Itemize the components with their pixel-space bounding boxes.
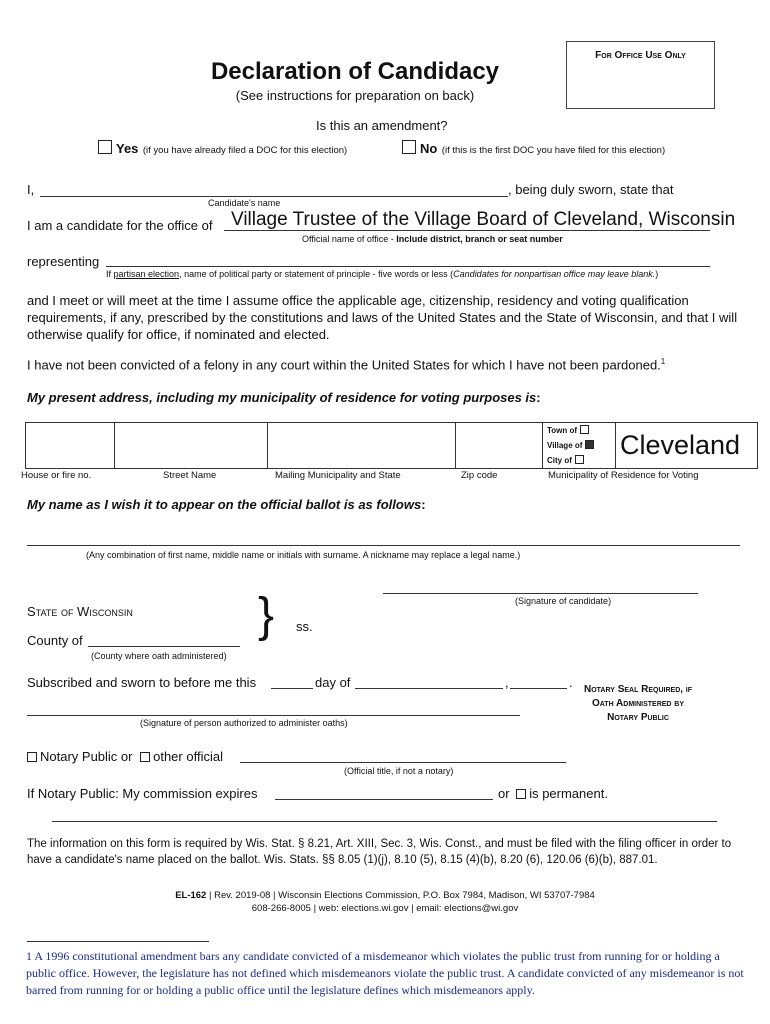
sworn-day-field[interactable] <box>271 688 313 689</box>
town-label: Town of <box>547 426 578 435</box>
form-id: EL-162 <box>175 890 207 901</box>
notary-public-checkbox[interactable] <box>27 752 37 762</box>
amendment-no-option[interactable] <box>402 140 665 158</box>
authorized-caption: (Signature of person authorized to administer oaths) <box>140 718 348 728</box>
amendment-yes-option[interactable] <box>98 140 347 158</box>
office-caption <box>302 234 563 244</box>
ballot-heading <box>27 497 426 512</box>
city-checkbox[interactable] <box>575 455 584 464</box>
signature-caption: (Signature of candidate) <box>515 596 612 606</box>
office-caption-b: Include district, branch or seat number <box>396 234 563 244</box>
subscribed-text-a: Subscribed and sworn to before me this <box>27 675 257 690</box>
residence-label: Municipality of Residence for Voting <box>548 470 699 481</box>
commission-expires-field[interactable] <box>275 799 493 800</box>
section-divider <box>52 821 717 822</box>
county-prefix: County of <box>27 633 83 648</box>
rep-caption-italic: Candidates for nonpartisan office may leave blank. <box>453 269 656 279</box>
contact-info: 608-266-8005 | web: elections.wi.gov | email: elections@wi.gov <box>251 903 519 914</box>
yes-label: Yes <box>116 141 139 156</box>
footnote-text: A 1996 constitutional amendment bars any candidate convicted of a misdemeanor which violates the public trust from running for or holding a public office. However, the legislature has not defined which misdemeanors violate the public trust. A candidate convicted of any misdemeanor is not barred from running for or holding a public office until the legislature defines which misdemeanors apply. <box>26 949 744 997</box>
zip-code-cell[interactable] <box>456 423 543 469</box>
office-value[interactable]: Village Trustee of the Village Board of Cleveland, Wisconsin <box>231 209 736 230</box>
candidate-name-field[interactable] <box>40 196 508 197</box>
rep-caption-b: , name of political party or statement of principle - five words or less ( <box>179 269 454 279</box>
legal-info: The information on this form is required by Wis. Stat. § 8.21, Art. XIII, Sec. 3, Wis. Const., and must be filed with the filing officer in order to have a candidate's name placed on the ballot. Wis. Stats. §§ 8.05 (1)(j), 8.10 (5), 8.15 (4)(b), 8.20 (6), 120.06 (6)(b), 887.01. <box>27 838 732 866</box>
village-checkbox[interactable] <box>585 440 594 449</box>
sworn-year-field[interactable] <box>510 688 567 689</box>
no-label: No <box>420 141 438 156</box>
address-heading-text: My present address, including my municipality of residence for voting purposes is <box>27 390 537 405</box>
permanent-checkbox[interactable] <box>516 789 526 799</box>
form-meta <box>0 890 770 901</box>
qualification-paragraph: and I meet or will meet at the time I assume office the applicable age, citizenship, residency and voting qualification requirements, if any, prescribed by the constitutions and laws of the United States and the State of Wisconsin, and that I will otherwise qualify for office, if nominated and elected. <box>27 293 738 342</box>
footnote-ref: 1 <box>660 357 666 366</box>
ballot-caption: (Any combination of first name, middle name or initials with surname. A nickname may replace a legal name.) <box>86 550 521 560</box>
footnote-mark: 1 <box>26 949 32 963</box>
commission-prefix: If Notary Public: My commission expires <box>27 786 258 801</box>
town-option[interactable] <box>547 423 615 438</box>
sworn-suffix: , being duly sworn, state that <box>508 182 674 197</box>
county-caption: (County where oath administered) <box>91 651 227 661</box>
village-option[interactable] <box>547 438 615 453</box>
felony-text: I have not been convicted of a felony in any court within the United States for which I have not been pardoned. <box>27 357 661 373</box>
candidate-signature-field[interactable] <box>383 593 698 594</box>
village-label: Village of <box>547 441 583 450</box>
i-prefix: I, <box>27 182 35 197</box>
sworn-month-field[interactable] <box>355 688 503 689</box>
form-title: Declaration of Candidacy <box>210 58 500 85</box>
address-heading-colon: : <box>536 390 541 405</box>
official-type-row <box>27 749 223 764</box>
form-meta-text: | Rev. 2019-08 | Wisconsin Elections Commission, P.O. Box 7984, Madison, WI 53707-7984 <box>206 890 595 901</box>
subscribed-text-b: day of <box>315 675 351 690</box>
street-name-cell[interactable] <box>115 423 268 469</box>
house-label: House or fire no. <box>21 470 92 481</box>
office-use-label: For Office Use Only <box>595 50 686 61</box>
office-prefix: I am a candidate for the office of <box>27 218 213 233</box>
house-number-cell[interactable] <box>26 423 115 469</box>
other-official-checkbox[interactable] <box>140 752 150 762</box>
city-label: City of <box>547 456 572 465</box>
form-subtitle: (See instructions for preparation on back) <box>235 88 475 103</box>
permanent-option <box>498 786 608 801</box>
partisan-election-link[interactable]: partisan election <box>113 269 180 279</box>
or-label: or <box>498 786 510 801</box>
candidate-name-caption: Candidate's name <box>208 198 281 208</box>
address-table <box>25 422 758 469</box>
subscribed-text-c: , <box>505 675 509 690</box>
representing-label: representing <box>27 254 100 269</box>
other-official-label: other official <box>153 749 223 764</box>
residence-municipality-cell[interactable] <box>616 423 758 469</box>
representing-caption <box>106 269 658 279</box>
municipality-value: Cleveland <box>620 430 741 460</box>
office-caption-a: Official name of office - <box>302 234 397 244</box>
address-heading <box>27 390 541 405</box>
yes-note: (if you have already filed a DOC for this election) <box>142 145 348 156</box>
city-option[interactable] <box>547 453 615 468</box>
yes-checkbox[interactable] <box>98 140 112 154</box>
felony-statement <box>27 357 665 372</box>
official-title-caption: (Official title, if not a notary) <box>344 766 454 776</box>
municipality-type-cell <box>543 423 616 469</box>
rep-caption-a: If <box>106 269 114 279</box>
amendment-question: Is this an amendment? <box>316 118 448 133</box>
no-note: (if this is the first DOC you have filed for this election) <box>441 145 666 156</box>
zip-label: Zip code <box>461 470 498 481</box>
mailing-municipality-cell[interactable] <box>268 423 456 469</box>
notary-public-label: Notary Public or <box>40 749 133 764</box>
notary-seal-note: Notary Seal Required, if Oath Administered by Notary Public <box>583 684 693 723</box>
no-checkbox[interactable] <box>402 140 416 154</box>
permanent-label: is permanent. <box>529 786 608 801</box>
ballot-name-field[interactable] <box>27 545 740 546</box>
oath-brace: } <box>258 589 275 642</box>
representing-field[interactable] <box>106 266 710 267</box>
street-label: Street Name <box>163 470 217 481</box>
ballot-heading-text: My name as I wish it to appear on the official ballot is as follows <box>27 497 422 512</box>
ballot-heading-colon: : <box>421 497 426 512</box>
ss-label: ss. <box>296 619 313 634</box>
rep-caption-c: ) <box>655 269 659 279</box>
town-checkbox[interactable] <box>580 425 589 434</box>
official-title-field[interactable] <box>240 762 566 763</box>
state-of-wisconsin: State of Wisconsin <box>27 604 133 619</box>
footnote-rule <box>27 941 209 942</box>
footnote <box>26 948 746 999</box>
mailing-label: Mailing Municipality and State <box>275 470 401 481</box>
authorized-signature-field[interactable] <box>27 715 520 716</box>
county-field[interactable] <box>88 646 240 647</box>
subscribed-text-d: . <box>569 675 573 690</box>
